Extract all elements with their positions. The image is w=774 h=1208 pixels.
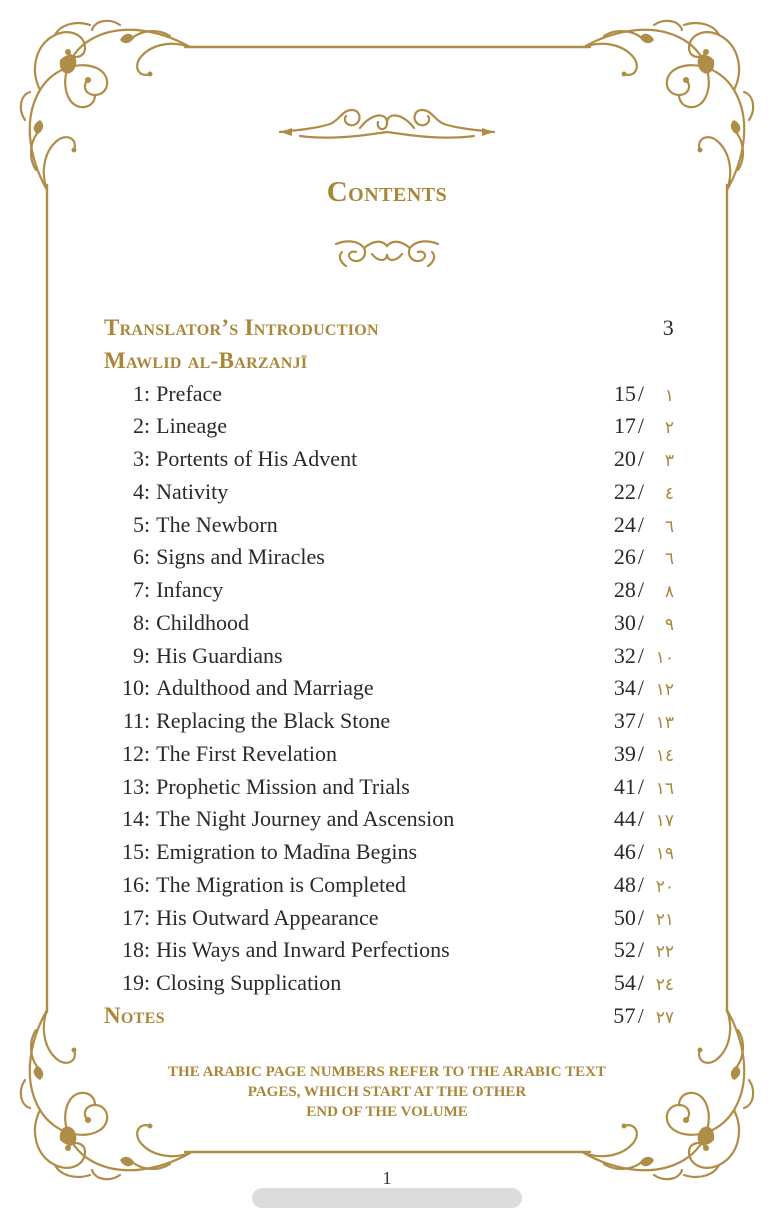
arabic-page-note <box>120 1062 654 1122</box>
chapter-number: 19 <box>122 970 144 995</box>
arabic-page-number: ١٢ <box>655 680 674 701</box>
toc-page-ref <box>614 574 674 609</box>
toc-entry[interactable] <box>104 443 674 476</box>
english-page-number: 28 <box>613 577 636 602</box>
page-separator: / <box>637 740 644 766</box>
english-page-number: 54 <box>613 970 636 995</box>
separator-colon: : <box>144 675 151 701</box>
page-separator: / <box>637 577 644 602</box>
arabic-page-number: ٢١ <box>655 909 674 930</box>
separator-colon: : <box>144 446 151 471</box>
english-page-number: 41 <box>613 773 636 799</box>
page-separator: / <box>637 511 644 537</box>
toc-entry[interactable] <box>104 640 674 673</box>
toc-page-ref <box>614 443 674 478</box>
page-separator: / <box>637 446 644 471</box>
page-separator: / <box>637 708 644 733</box>
toc-entry[interactable] <box>104 771 674 804</box>
title-flourish-top <box>280 110 494 138</box>
page-separator: / <box>637 478 644 504</box>
chapter-number: 7 <box>133 577 144 602</box>
toc-label: Signs and Miracles <box>156 544 325 570</box>
toc-page-ref <box>614 541 674 576</box>
toc-page-ref <box>614 378 674 413</box>
page-title: Contents <box>326 176 448 208</box>
english-page-number: 37 <box>613 708 636 733</box>
toc-page-ref <box>614 705 674 740</box>
arabic-page-number: ٣ <box>664 451 674 471</box>
separator-colon: : <box>144 806 151 832</box>
toc-label: Childhood <box>156 609 250 635</box>
toc-page-ref <box>614 640 674 675</box>
page-separator: / <box>637 937 644 963</box>
corner-ornament-top-left <box>21 21 190 190</box>
toc-page-ref <box>614 476 674 511</box>
toc-entry[interactable] <box>104 574 674 607</box>
separator-colon: : <box>144 413 151 439</box>
arabic-page-number: ٢ <box>664 418 674 439</box>
chapter-number: 1 <box>133 380 144 406</box>
toc-label: Mawlid al-Barzanjī <box>104 347 308 373</box>
toc-page-ref <box>613 1000 674 1035</box>
toc-page-ref <box>614 869 674 904</box>
arabic-page-number: ١٩ <box>655 844 674 864</box>
english-page-number: 57 <box>613 1002 636 1028</box>
toc-entry[interactable] <box>104 934 674 967</box>
page-separator: / <box>637 871 644 897</box>
toc-label: The Migration is Completed <box>156 871 407 897</box>
toc-label: The Newborn <box>156 511 278 537</box>
english-page-number: 26 <box>613 544 636 570</box>
chapter-number: 16 <box>122 871 144 897</box>
note-line: END OF THE VOLUME <box>306 1104 468 1120</box>
english-page-number: 22 <box>613 478 636 504</box>
page-number: 1 <box>382 1168 392 1188</box>
page-separator: / <box>637 609 644 635</box>
toc-label: His Ways and Inward Perfections <box>156 937 450 963</box>
note-line: PAGES, WHICH START AT THE OTHER <box>247 1084 527 1100</box>
separator-colon: : <box>144 708 151 733</box>
toc-label: Adulthood and Marriage <box>156 675 374 701</box>
english-page-number: 32 <box>613 642 636 668</box>
chapter-number: 6 <box>133 544 144 570</box>
chapter-number: 17 <box>122 904 144 930</box>
english-page-number: 44 <box>613 806 636 832</box>
page-separator: / <box>637 544 644 570</box>
arabic-page-number: ٦ <box>664 516 674 537</box>
toc-label: The First Revelation <box>156 740 337 766</box>
separator-colon: : <box>144 642 151 668</box>
page-separator: / <box>637 970 644 995</box>
toc-label: The Night Journey and Ascension <box>156 806 455 832</box>
arabic-page-number: ٤ <box>664 483 674 504</box>
toc-entry[interactable] <box>104 705 674 738</box>
arabic-page-number: ٢٢ <box>655 942 674 963</box>
arabic-page-number: ٦ <box>664 549 674 570</box>
toc-label: Lineage <box>156 413 227 439</box>
english-page-number: 46 <box>613 839 636 864</box>
arabic-page-number: ٢٧ <box>655 1007 674 1028</box>
title-flourish-bottom <box>336 241 438 266</box>
toc-page-ref <box>614 672 674 707</box>
toc-label: Portents of His Advent <box>156 446 358 471</box>
toc-label: His Guardians <box>156 642 283 668</box>
english-page-number: 15 <box>613 380 636 406</box>
separator-colon: : <box>144 544 151 570</box>
chapter-number: 14 <box>122 806 144 832</box>
chapter-number: 3 <box>133 446 144 471</box>
separator-colon: : <box>144 577 151 602</box>
scroll-handle[interactable] <box>252 1188 522 1208</box>
english-page-number: 50 <box>613 904 636 930</box>
corner-ornament-top-right <box>584 21 753 190</box>
chapter-number: 11 <box>122 708 144 733</box>
toc-page-ref <box>614 509 674 544</box>
page-separator: / <box>637 675 644 701</box>
separator-colon: : <box>144 970 151 995</box>
page-separator: / <box>637 1003 644 1028</box>
toc-label: His Outward Appearance <box>156 904 379 930</box>
arabic-page-number: ١٠ <box>655 647 674 668</box>
english-page-number: 24 <box>613 511 636 537</box>
chapter-number: 2 <box>133 413 144 439</box>
separator-colon: : <box>144 478 151 504</box>
toc-page-ref <box>614 934 674 969</box>
english-page-number: 39 <box>613 740 636 766</box>
arabic-page-number: ١٤ <box>655 745 674 766</box>
toc-page-ref <box>614 836 674 871</box>
table-of-contents <box>104 312 674 1033</box>
english-page-number: 20 <box>613 446 636 471</box>
toc-entry[interactable] <box>104 869 674 902</box>
toc-label: Closing Supplication <box>156 970 342 995</box>
toc-page-ref <box>614 967 674 1002</box>
page-separator: / <box>637 413 644 439</box>
toc-entry[interactable] <box>104 509 674 542</box>
toc-entry[interactable] <box>104 410 674 443</box>
page-separator: / <box>637 642 644 668</box>
toc-heading[interactable] <box>104 345 674 378</box>
separator-colon: : <box>144 871 151 897</box>
chapter-number: 10 <box>122 675 144 701</box>
english-page-number: 17 <box>613 413 636 439</box>
toc-label: Infancy <box>156 577 224 602</box>
toc-page-ref <box>663 312 674 345</box>
english-page-number: 34 <box>613 675 636 701</box>
toc-entry[interactable] <box>104 902 674 935</box>
toc-page-ref <box>614 803 674 838</box>
toc-entry[interactable] <box>104 738 674 771</box>
arabic-page-number: ٢٤ <box>655 975 674 995</box>
page-separator: / <box>637 773 644 799</box>
page-separator: / <box>637 806 644 832</box>
chapter-number: 15 <box>122 839 144 864</box>
arabic-page-number: ١ <box>664 385 674 406</box>
toc-entry[interactable] <box>104 476 674 509</box>
separator-colon: : <box>144 609 151 635</box>
arabic-page-number: ٩ <box>664 614 674 635</box>
separator-colon: : <box>144 937 151 963</box>
toc-entry[interactable] <box>104 672 674 705</box>
page-separator: / <box>637 839 644 864</box>
chapter-number: 13 <box>122 773 144 799</box>
chapter-number: 12 <box>122 740 144 766</box>
arabic-page-number: ١٦ <box>655 778 674 799</box>
toc-entry[interactable] <box>104 967 674 1000</box>
arabic-page-number: ١٧ <box>655 811 674 832</box>
english-page-number: 52 <box>613 937 636 963</box>
english-page-number: 30 <box>613 609 636 635</box>
toc-page-ref <box>614 771 674 806</box>
chapter-number: 9 <box>133 642 144 668</box>
arabic-page-number: ٢٠ <box>655 876 674 897</box>
arabic-page-number: ٨ <box>664 582 674 602</box>
toc-entry[interactable] <box>104 836 674 869</box>
english-page-number: 48 <box>613 871 636 897</box>
toc-label: Replacing the Black Stone <box>156 708 391 733</box>
toc-label: Translator’s Introduction <box>104 315 379 340</box>
separator-colon: : <box>144 904 151 930</box>
toc-heading[interactable] <box>104 312 674 345</box>
toc-page-ref <box>614 902 674 937</box>
separator-colon: : <box>144 839 151 864</box>
note-line: THE ARABIC PAGE NUMBERS REFER TO THE ARABIC TEXT <box>168 1064 606 1080</box>
toc-heading[interactable] <box>104 1000 674 1033</box>
separator-colon: : <box>144 380 151 406</box>
arabic-page-number: ١٣ <box>655 713 674 733</box>
toc-entry[interactable] <box>104 803 674 836</box>
english-page-number: 3 <box>662 315 674 340</box>
toc-label: Prophetic Mission and Trials <box>156 773 410 799</box>
toc-entry[interactable] <box>104 541 674 574</box>
toc-page-ref <box>614 410 674 445</box>
toc-entry[interactable] <box>104 378 674 411</box>
toc-label: Emigration to Madīna Begins <box>156 839 418 864</box>
chapter-number: 8 <box>133 609 144 635</box>
separator-colon: : <box>144 773 151 799</box>
toc-page-ref <box>614 607 674 642</box>
separator-colon: : <box>144 740 151 766</box>
separator-colon: : <box>144 511 151 537</box>
page-separator: / <box>637 380 644 406</box>
toc-page-ref <box>614 738 674 773</box>
toc-label: Nativity <box>156 478 229 504</box>
chapter-number: 4 <box>133 478 144 504</box>
toc-label: Notes <box>104 1002 165 1028</box>
page-separator: / <box>637 904 644 930</box>
toc-label: Preface <box>156 380 223 406</box>
toc-entry[interactable] <box>104 607 674 640</box>
chapter-number: 5 <box>133 511 144 537</box>
chapter-number: 18 <box>122 937 144 963</box>
